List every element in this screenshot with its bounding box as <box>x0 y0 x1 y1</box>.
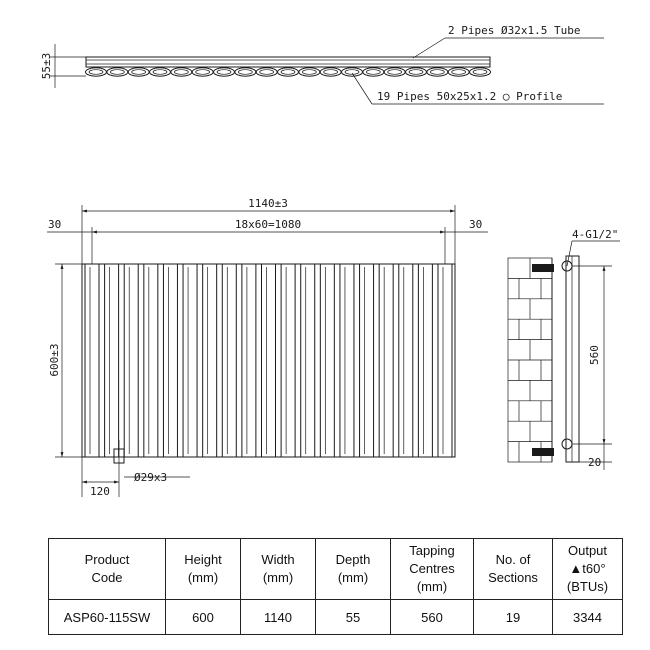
header-output: Output ▲t60° (BTUs) <box>553 539 623 600</box>
spec-header-row <box>49 539 623 600</box>
front-pipe <box>320 264 334 457</box>
front-pipe <box>203 264 217 457</box>
front-pipe <box>242 264 256 457</box>
connection-label: 4-G1/2" <box>572 228 619 241</box>
profile-pipe-inner <box>260 70 274 75</box>
header-product-code: Product Code <box>49 539 166 600</box>
front-pipe <box>301 264 315 457</box>
cell-output: 3344 <box>553 600 623 635</box>
front-pipe <box>438 264 452 457</box>
profile-pipe-inner <box>196 70 210 75</box>
profile-leader <box>352 73 372 104</box>
centres-dim-label: 560 <box>588 345 601 365</box>
profile-pipe-inner <box>153 70 167 75</box>
front-pipe <box>379 264 393 457</box>
front-pipe <box>163 264 177 457</box>
profile-pipe-inner <box>281 70 295 75</box>
header-tube-outline <box>86 57 490 67</box>
front-pipe <box>281 264 295 457</box>
front-pipes <box>85 264 452 457</box>
radiator-side <box>566 256 579 462</box>
profile-pipe-inner <box>452 70 466 75</box>
header-height: Height (mm) <box>166 539 241 600</box>
cell-height: 600 <box>166 600 241 635</box>
side-view <box>508 228 620 470</box>
front-pipe <box>399 264 413 457</box>
bottom-offset-label: 120 <box>90 485 110 498</box>
pipe-dia-label: Ø29x3 <box>134 471 168 484</box>
front-pipe <box>222 264 236 457</box>
right-offset-label: 30 <box>469 218 483 231</box>
cell-product-code: ASP60-115SW <box>49 600 166 635</box>
profile-pipe-inner <box>473 70 487 75</box>
front-pipe <box>340 264 354 457</box>
profile-pipe-inner <box>324 70 338 75</box>
profile-pipe-inner <box>174 70 188 75</box>
top-view <box>40 24 604 104</box>
brick-wall <box>508 258 552 462</box>
left-offset-label: 30 <box>48 218 62 231</box>
profile-pipe-inner <box>110 70 124 75</box>
profile-pipe-inner <box>132 70 146 75</box>
cell-width: 1140 <box>241 600 316 635</box>
height-dim-label: 600±3 <box>48 343 61 377</box>
cell-sections: 19 <box>474 600 553 635</box>
table-row <box>49 600 623 635</box>
bottom-dim-label: 20 <box>588 456 602 469</box>
depth-dim-label: 55±3 <box>40 52 53 80</box>
front-pipe <box>85 264 99 457</box>
profile-pipe-inner <box>409 70 423 75</box>
profile-pipe-inner <box>89 70 103 75</box>
profile-pipe-inner <box>430 70 444 75</box>
profile-pipes-row <box>86 68 491 76</box>
header-sections: No. of Sections <box>474 539 553 600</box>
spec-table <box>48 538 623 635</box>
front-pipe <box>144 264 158 457</box>
connection-bottom <box>562 439 572 449</box>
bracket-top <box>532 264 554 272</box>
bracket-bottom <box>532 448 554 456</box>
overall-width-label: 1140±3 <box>248 197 288 210</box>
pitch-label: 18x60=1080 <box>234 218 302 231</box>
cell-tapping-centres: 560 <box>391 600 474 635</box>
profile-pipe-inner <box>217 70 231 75</box>
front-pipe <box>418 264 432 457</box>
profile-pipe-inner <box>238 70 252 75</box>
header-width: Width (mm) <box>241 539 316 600</box>
front-view <box>47 197 488 498</box>
front-pipe <box>360 264 374 457</box>
front-pipe <box>105 264 119 457</box>
tube-leader <box>413 38 445 58</box>
front-pipe <box>183 264 197 457</box>
header-depth: Depth (mm) <box>316 539 391 600</box>
header-tapping-centres: Tapping Centres (mm) <box>391 539 474 600</box>
header-tube-inner <box>86 60 490 64</box>
front-pipe <box>124 264 138 457</box>
profile-pipe-inner <box>302 70 316 75</box>
profile-callout: 19 Pipes 50x25x1.2 ◯ Profile <box>377 90 563 103</box>
profile-pipe-inner <box>388 70 402 75</box>
cell-depth: 55 <box>316 600 391 635</box>
profile-pipe-inner <box>366 70 380 75</box>
tube-callout: 2 Pipes Ø32x1.5 Tube <box>448 24 581 37</box>
front-pipe <box>262 264 276 457</box>
